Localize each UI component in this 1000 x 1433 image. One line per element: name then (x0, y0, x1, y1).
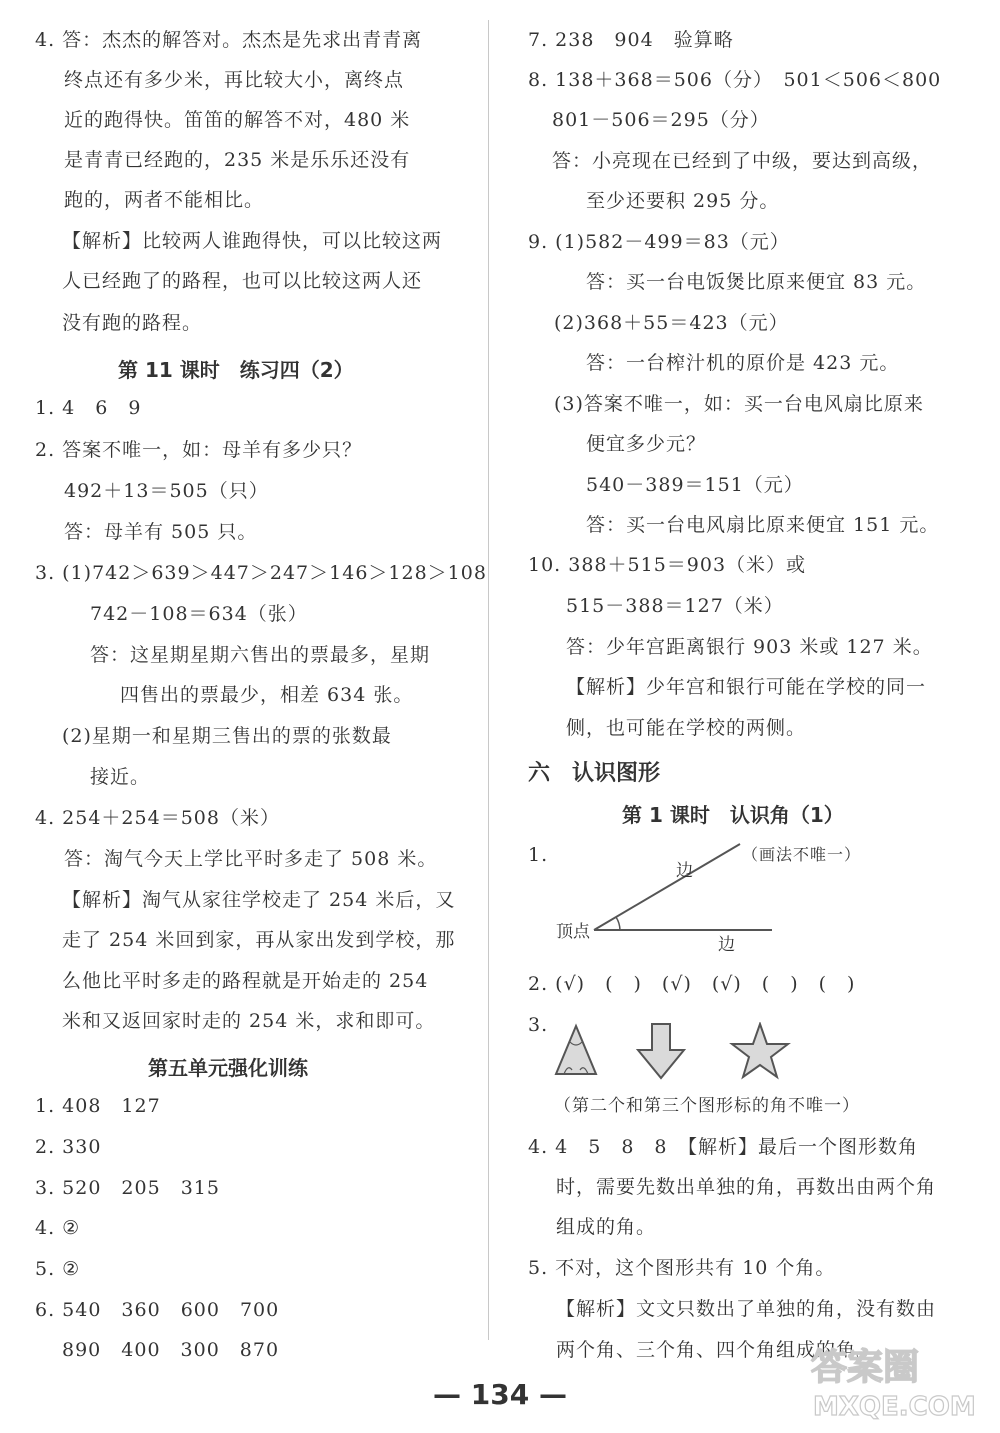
page-number: — 134 — (433, 1378, 567, 1411)
answer-line: 4. 4 5 8 8 【解析】最后一个图形数角 (528, 1136, 919, 1158)
answer-line: 终点还有多少米，再比较大小，离终点 (64, 69, 405, 91)
answer-line: 答：买一台电风扇比原来便宜 151 元。 (586, 514, 940, 536)
answer-line: 四售出的票最少，相差 634 张。 (120, 684, 414, 706)
analysis-line: 【解析】文文只数出了单独的角，没有数由 (556, 1298, 937, 1320)
answer-line: 答：一台榨汁机的原价是 423 元。 (586, 352, 900, 374)
analysis-line: 走了 254 米回到家，再从家出发到学校，那 (62, 929, 456, 951)
answer-line: 接近。 (90, 766, 151, 788)
answer-line: 8. 138＋368＝506（分） 501＜506＜800 (528, 69, 942, 91)
answer-line: 7. 238 904 验算略 (528, 29, 734, 51)
answer-line: 2. (√) ( ) (√) (√) ( ) ( ) (528, 973, 856, 995)
edge-label: 边 (676, 861, 693, 881)
column-divider (488, 20, 489, 1340)
vertex-label: 顶点 (556, 922, 590, 942)
answer-line: 4. 254＋254＝508（米） (35, 807, 280, 829)
watermark-logo (805, 1335, 985, 1425)
answer-line: 515－388＝127（米） (566, 595, 784, 617)
angle-arc (616, 917, 620, 930)
figure-note: （第二个和第三个图形标的角不唯一） (554, 1096, 860, 1116)
answer-line: 4. ② (35, 1217, 81, 1239)
answer-line: 至少还要积 295 分。 (586, 190, 780, 212)
answer-line: 9. (1)582－499＝83（元） (528, 231, 790, 253)
answer-line: (3)答案不唯一，如：买一台电风扇比原来 (554, 393, 924, 415)
analysis-line: 【解析】比较两人谁跑得快，可以比较这两 (62, 230, 443, 252)
answer-line: 3. 520 205 315 (35, 1177, 220, 1199)
question-number: 1. (528, 844, 549, 866)
answer-line: 2. 330 (35, 1136, 102, 1158)
answer-line: 5. 不对，这个图形共有 10 个角。 (528, 1257, 836, 1279)
answer-line: 答：淘气今天上学比平时多走了 508 米。 (64, 848, 438, 870)
question-number: 3. (528, 1014, 549, 1036)
answer-line: 近的跑得快。笛笛的解答不对，480 米 (64, 109, 411, 131)
lesson-title: 第 1 课时 认识角（1） (622, 803, 844, 827)
answer-line: (2)368＋55＝423（元） (554, 312, 789, 334)
analysis-line: 两个角、三个角、四个角组成的角。 (556, 1339, 877, 1361)
answer-line: 答：小亮现在已经到了中级，要达到高级， (552, 150, 933, 172)
answer-line: 5. ② (35, 1258, 81, 1280)
answer-line: 3. (1)742＞639＞447＞247＞146＞128＞108 (35, 562, 487, 584)
answer-line: (2)星期一和星期三售出的票的张数最 (62, 725, 392, 747)
answer-line: 1. 408 127 (35, 1095, 161, 1117)
answer-line: 答：少年宫距离银行 903 米或 127 米。 (566, 636, 933, 658)
section-title: 六 认识图形 (528, 761, 661, 786)
answer-line: 4. 答：杰杰的解答对。杰杰是先求出青青离 (35, 29, 423, 51)
answer-line: 便宜多少元？ (586, 433, 707, 455)
watermark-url: MXQE.COM (813, 1392, 976, 1422)
answer-line: 6. 540 360 600 700 (35, 1299, 280, 1321)
triangle-shape (556, 1026, 596, 1074)
answer-line: 492＋13＝505（只） (64, 480, 269, 502)
answer-line: 540－389＝151（元） (586, 474, 804, 496)
shapes-diagram (554, 1022, 794, 1082)
analysis-line: 【解析】淘气从家往学校走了 254 米后，又 (62, 889, 456, 911)
answer-line: 答：母羊有 505 只。 (64, 521, 258, 543)
answer-line: 是青青已经跑的，235 米是乐乐还没有 (64, 149, 411, 171)
analysis-line: 没有跑的路程。 (62, 312, 203, 334)
angle-diagram (550, 840, 790, 960)
edge-label: 边 (718, 935, 735, 955)
drawing-note: （画法不唯一） (742, 845, 862, 864)
answer-line: 答：这星期星期六售出的票最多，星期 (90, 644, 431, 666)
answer-line: 2. 答案不唯一，如：母羊有多少只？ (35, 439, 363, 461)
arrow-shape (638, 1024, 684, 1078)
analysis-line: 【解析】少年宫和银行可能在学校的同一 (566, 676, 927, 698)
star-shape (732, 1024, 788, 1077)
answer-line: 801－506＝295（分） (552, 109, 770, 131)
analysis-line: 侧，也可能在学校的两侧。 (566, 717, 807, 739)
answer-line: 890 400 300 870 (62, 1339, 280, 1361)
answer-line: 1. 4 6 9 (35, 397, 142, 419)
analysis-line: 么他比平时多走的路程就是开始走的 254 (62, 970, 429, 992)
answer-line: 时，需要先数出单独的角，再数出由两个角 (556, 1176, 937, 1198)
analysis-line: 人已经跑了的路程，也可以比较这两人还 (62, 270, 423, 292)
lesson-title: 第 11 课时 练习四（2） (118, 358, 354, 382)
answer-line: 答：买一台电饭煲比原来便宜 83 元。 (586, 271, 927, 293)
answer-line: 10. 388＋515＝903（米）或 (528, 554, 807, 576)
answer-line: 跑的，两者不能相比。 (64, 189, 265, 211)
unit-review-title: 第五单元强化训练 (148, 1056, 308, 1080)
analysis-line: 米和又返回家时走的 254 米，求和即可。 (62, 1010, 436, 1032)
answer-line: 742－108＝634（张） (90, 603, 308, 625)
watermark-text: 答案圈 (811, 1347, 920, 1388)
answer-line: 组成的角。 (556, 1216, 657, 1238)
